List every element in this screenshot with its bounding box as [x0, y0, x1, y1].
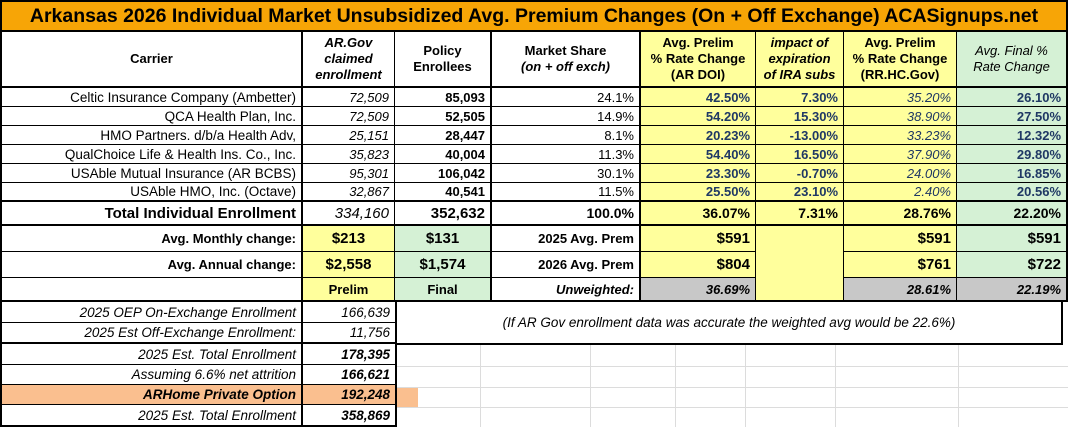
col-header-line: % Rate Change: [650, 51, 746, 67]
footnote: (If AR Gov enrollment data was accurate the weighted avg would be 22.6%): [397, 302, 1063, 345]
final-rate-cell: 12.32%: [957, 126, 1066, 145]
col-header-line: Avg. Prelim: [662, 35, 734, 51]
doi-rate-cell: 23.30%: [641, 164, 756, 183]
market-share-cell: 30.1%: [492, 164, 641, 183]
total-policy-cell: 352,632: [395, 202, 492, 226]
total-doi-cell: 36.07%: [641, 202, 756, 226]
prem-2025-label: 2025 Avg. Prem: [492, 226, 641, 252]
prelim-header-cell: Prelim: [303, 278, 395, 300]
rrhc-rate-cell: 2.40%: [844, 183, 957, 202]
monthly-change-label: Avg. Monthly change:: [2, 226, 303, 252]
gridline: [835, 345, 836, 427]
monthly-prelim-cell: $213: [303, 226, 395, 252]
policy-enrollees-cell: 85,093: [395, 88, 492, 107]
col-header-ira-impact: [756, 32, 844, 88]
final-header-cell: Final: [395, 278, 492, 300]
policy-enrollees-cell: 52,505: [395, 107, 492, 126]
annual-final-cell: $1,574: [395, 252, 492, 278]
prem-2026-doi-cell: $804: [641, 252, 756, 278]
rrhc-rate-cell: 35.20%: [844, 88, 957, 107]
bottom-row-value: 358,869: [303, 405, 395, 425]
ira-impact-cell: 7.30%: [756, 88, 844, 107]
prem-2025-final-cell: $591: [957, 226, 1066, 252]
market-share-cell: 11.5%: [492, 183, 641, 202]
col-header-line: AR.Gov: [324, 35, 373, 51]
col-header-line: expiration: [768, 51, 831, 67]
carrier-name-cell: USAble HMO, Inc. (Octave): [2, 183, 303, 202]
enrollment-summary-table: [0, 302, 397, 427]
total-ira-cell: 7.31%: [756, 202, 844, 226]
market-share-cell: 8.1%: [492, 126, 641, 145]
col-header-final-change: [957, 32, 1066, 88]
bottom-row-label: Assuming 6.6% net attrition: [2, 365, 303, 385]
total-label-cell: Total Individual Enrollment: [2, 202, 303, 226]
col-header-line: impact of: [770, 35, 829, 51]
final-rate-cell: 29.80%: [957, 145, 1066, 164]
rrhc-rate-cell: 33.23%: [844, 126, 957, 145]
total-final-cell: 22.20%: [957, 202, 1066, 226]
rrhc-rate-cell: 38.90%: [844, 107, 957, 126]
rrhc-rate-cell: 37.90%: [844, 145, 957, 164]
argov-enrollment-cell: 32,867: [303, 183, 395, 202]
argov-enrollment-cell: 35,823: [303, 145, 395, 164]
empty-cell: [2, 278, 303, 300]
col-header-argov-enrollment: [303, 32, 395, 88]
bottom-row-value: 11,756: [303, 323, 395, 344]
col-header-market-share: [492, 32, 641, 88]
bottom-row-label: 2025 Est. Total Enrollment: [2, 405, 303, 425]
prem-2026-final-cell: $722: [957, 252, 1066, 278]
gridline: [958, 345, 959, 427]
bottom-row-value: 178,395: [303, 344, 395, 365]
ira-impact-cell: 16.50%: [756, 145, 844, 164]
final-rate-cell: 26.10%: [957, 88, 1066, 107]
ira-impact-cell: -0.70%: [756, 164, 844, 183]
carrier-name-cell: QualChoice Life & Health Ins. Co., Inc.: [2, 145, 303, 164]
doi-rate-cell: 25.50%: [641, 183, 756, 202]
market-share-cell: 14.9%: [492, 107, 641, 126]
col-header-line: (on + off exch): [521, 59, 610, 74]
bottom-row-label: 2025 Est. Total Enrollment: [2, 344, 303, 365]
final-rate-cell: 27.50%: [957, 107, 1066, 126]
col-header-line: Market Share: [524, 43, 607, 59]
argov-enrollment-cell: 72,509: [303, 88, 395, 107]
bottom-row-label: 2025 OEP On-Exchange Enrollment: [2, 302, 303, 323]
gridline: [590, 345, 591, 427]
carrier-name-cell: USAble Mutual Insurance (AR BCBS): [2, 164, 303, 183]
gridline: [675, 345, 676, 427]
argov-enrollment-cell: 95,301: [303, 164, 395, 183]
carrier-name-cell: Celtic Insurance Company (Ambetter): [2, 88, 303, 107]
unweighted-label: Unweighted:: [492, 278, 641, 300]
prem-2026-label: 2026 Avg. Prem: [492, 252, 641, 278]
col-header-prelim-doi: [641, 32, 756, 88]
col-header-line: % Rate Change: [852, 51, 948, 67]
unweighted-rrhc-cell: 28.61%: [844, 278, 957, 300]
col-header-line: Rate Change: [973, 59, 1050, 74]
final-rate-cell: 16.85%: [957, 164, 1066, 183]
prem-2025-rrhc-cell: $591: [844, 226, 957, 252]
col-header-line: enrollment: [315, 66, 382, 82]
bottom-row-value: 166,639: [303, 302, 395, 323]
policy-enrollees-cell: 106,042: [395, 164, 492, 183]
annual-change-label: Avg. Annual change:: [2, 252, 303, 278]
gridline: [397, 387, 1068, 388]
unweighted-doi-cell: 36.69%: [641, 278, 756, 300]
market-share-cell: 11.3%: [492, 145, 641, 164]
total-argov-cell: 334,160: [303, 202, 395, 226]
doi-rate-cell: 54.40%: [641, 145, 756, 164]
unweighted-final-cell: 22.19%: [957, 278, 1066, 300]
col-header-carrier: [2, 32, 303, 88]
page-title: Arkansas 2026 Individual Market Unsubsidized Avg. Premium Changes (On + Off Exchange) ACASignups.net: [0, 0, 1068, 30]
gridline: [397, 366, 1068, 367]
policy-enrollees-cell: 40,541: [395, 183, 492, 202]
col-header-line: claimed: [324, 51, 373, 67]
doi-rate-cell: 42.50%: [641, 88, 756, 107]
bottom-row-label: 2025 Est Off-Exchange Enrollment:: [2, 323, 303, 344]
col-header-policy-enrollees: [395, 32, 492, 88]
total-share-cell: 100.0%: [492, 202, 641, 226]
rrhc-rate-cell: 24.00%: [844, 164, 957, 183]
arhome-row-label: ARHome Private Option: [2, 385, 303, 405]
col-header-prelim-rrhc: [844, 32, 957, 88]
col-header-line: of IRA subs: [763, 66, 836, 82]
bottom-row-value: 166,621: [303, 365, 395, 385]
prem-2026-rrhc-cell: $761: [844, 252, 957, 278]
policy-enrollees-cell: 40,004: [395, 145, 492, 164]
col-header-line: (RR.HC.Gov): [860, 66, 940, 82]
monthly-final-cell: $131: [395, 226, 492, 252]
carrier-name-cell: HMO Partners. d/b/a Health Adv,: [2, 126, 303, 145]
col-header-line: Enrollees: [413, 59, 472, 74]
col-header-line: Policy: [423, 43, 462, 59]
doi-rate-cell: 20.23%: [641, 126, 756, 145]
col-header-line: Avg. Prelim: [864, 35, 936, 51]
policy-enrollees-cell: 28,447: [395, 126, 492, 145]
col-header-label: Carrier: [130, 51, 173, 67]
market-share-cell: 24.1%: [492, 88, 641, 107]
gridline: [745, 345, 746, 427]
col-header-line: Avg. Final %: [975, 43, 1048, 59]
doi-rate-cell: 54.20%: [641, 107, 756, 126]
argov-enrollment-cell: 72,509: [303, 107, 395, 126]
ira-impact-cell: 15.30%: [756, 107, 844, 126]
total-rrhc-cell: 28.76%: [844, 202, 957, 226]
argov-enrollment-cell: 25,151: [303, 126, 395, 145]
ira-merged-empty-cell: [756, 226, 844, 300]
main-table: [0, 30, 1068, 302]
arhome-fill-spill: [397, 387, 418, 407]
gridline: [397, 407, 1068, 408]
arhome-row-value: 192,248: [303, 385, 395, 405]
annual-prelim-cell: $2,558: [303, 252, 395, 278]
ira-impact-cell: -13.00%: [756, 126, 844, 145]
col-header-line: (AR DOI): [670, 66, 726, 82]
prem-2025-doi-cell: $591: [641, 226, 756, 252]
ira-impact-cell: 23.10%: [756, 183, 844, 202]
final-rate-cell: 20.56%: [957, 183, 1066, 202]
gridline: [480, 345, 481, 427]
carrier-name-cell: QCA Health Plan, Inc.: [2, 107, 303, 126]
